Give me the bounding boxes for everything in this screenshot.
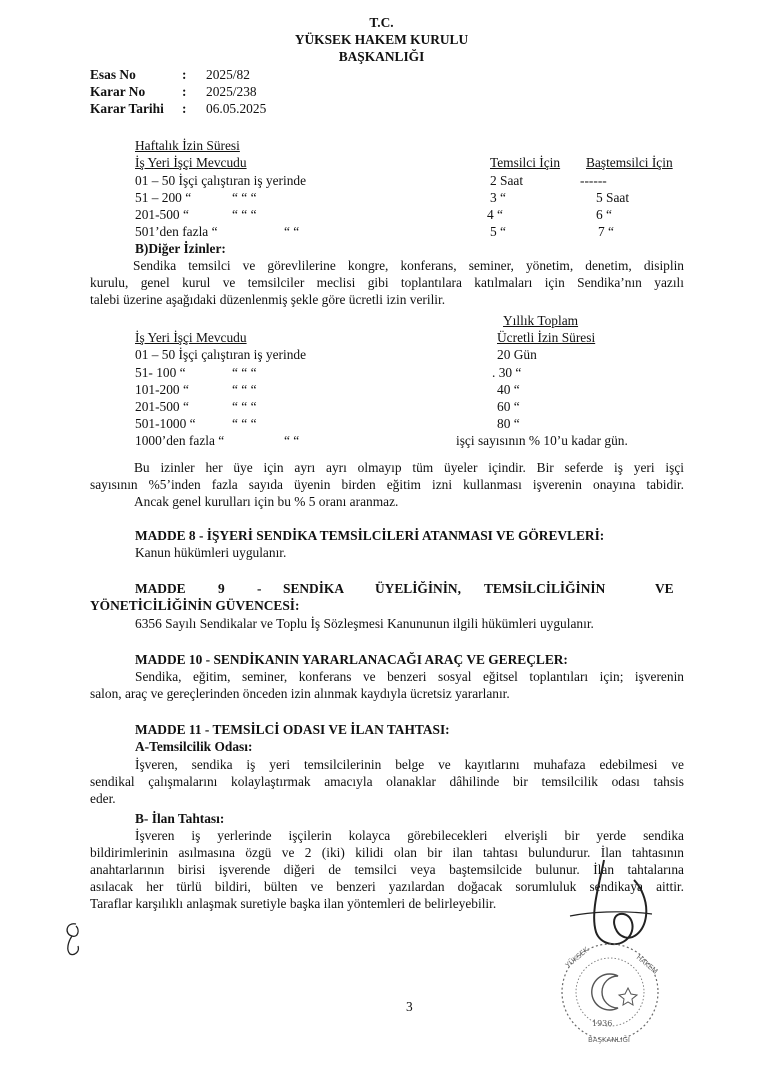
paragraph-line: Sendika temsilci ve görevlilerine kongre, konferans, seminer, yönetim, denetim, disiplin [133, 258, 684, 273]
meta-sep: : [182, 101, 187, 116]
annual-row-marks: “ “ “ [232, 416, 257, 431]
meta-value: 06.05.2025 [206, 101, 267, 116]
weekly-row-temsilci: 3 “ [490, 190, 506, 205]
other-note [90, 459, 684, 510]
paragraph-line: sayısının %5’inden fazla sayıda üyenin birden eğitim izni kullanması işverenin onayına tabidir. [90, 477, 684, 492]
weekly-row-bas: ------ [580, 173, 607, 188]
weekly-col2-header: Temsilci İçin [490, 155, 561, 170]
annual-row-label: 01 – 50 İşçi çalıştıran iş yerinde [135, 347, 307, 362]
annual-row-marks: “ “ “ [232, 365, 257, 380]
paragraph-line: asılacak her türlü bildiri, bülten ve benzeri yazılardan doğacak sorumluluk sendikaya aittir. [90, 879, 684, 894]
madde10-title: MADDE 10 - SENDİKANIN YARARLANACAĞI ARAÇ VE GEREÇLER: [135, 652, 568, 667]
weekly-row-temsilci: 2 Saat [490, 173, 524, 188]
meta-label: Karar Tarihi [90, 101, 164, 116]
svg-text:1936: 1936 [592, 1019, 613, 1028]
annual-row-marks: “ “ [284, 433, 300, 448]
other-paragraph [90, 257, 684, 308]
annual-row-label: 51- 100 “ [135, 365, 186, 380]
paragraph-line: Bu izinler her üye için ayrı ayrı olmayıp tüm üyeler içindir. Bir seferde iş yeri işçi [134, 460, 684, 475]
madde9-word: - [257, 581, 262, 596]
weekly-title: Haftalık İzin Süresi [135, 138, 240, 153]
paragraph-line: salon, araç ve gereçlerinden önceden izin alınmak kaydıyla ücretsiz yararlanır. [90, 686, 510, 701]
paragraph-line: sendikal çalışmalarını kolaylaştırmak amacıyla olanaklar dâhilinde bir temsilcilik odası tahsis [90, 774, 684, 789]
paragraph-line: İşveren iş yerlerinde işçilerin kolayca görebilecekleri elverişli bir yerde sendika [135, 828, 684, 843]
svg-text:HAKEM: HAKEM [634, 953, 660, 976]
paragraph-line: eder. [90, 791, 116, 806]
annual-row-marks: “ “ “ [232, 399, 257, 414]
weekly-row-temsilci: 5 “ [490, 224, 506, 239]
weekly-row-bas: 6 “ [596, 207, 612, 222]
meta-label: Karar No [90, 84, 146, 99]
madde9-title-line2: YÖNETİCİLİĞİNİN GÜVENCESİ: [90, 598, 300, 613]
meta-value: 2025/238 [206, 84, 257, 99]
paragraph-line: talebi üzerine aşağıdaki düzenlenmiş şekle göre ücretli izin verilir. [90, 292, 446, 307]
other-title: B)Diğer İzinler: [135, 241, 226, 256]
meta-sep: : [182, 84, 187, 99]
svg-text:YÜKSEK: YÜKSEK [564, 945, 591, 970]
madde8-body: Kanun hükümleri uygulanır. [135, 545, 287, 560]
weekly-col3-header: Baştemsilci İçin [586, 155, 673, 170]
annual-row-marks: “ “ “ [232, 382, 257, 397]
paragraph-line: anahtarlarının birisi işverende diğeri de temsilci veya baştemsilcide bulunur. İlan tahtalarına [90, 862, 684, 877]
annual-row-value: işçi sayısının % 10’u kadar gün. [456, 433, 628, 448]
annual-row-label: 501-1000 “ [135, 416, 196, 431]
weekly-row-bas: 5 Saat [596, 190, 630, 205]
madde9-word: ÜYELİĞİNİN, [375, 581, 461, 596]
weekly-row-label: 01 – 50 İşçi çalıştıran iş yerinde [135, 173, 307, 188]
madde9-word: VE [655, 581, 674, 596]
weekly-row-marks: “ “ [284, 224, 300, 239]
paragraph-line: kurulu, genel kurul ve temsilciler meclisi gibi toplantılara katılmaları için Sendika’nın yazılı [90, 275, 684, 290]
official-seal [548, 938, 678, 1050]
madde9-title-line1 [0, 580, 763, 597]
meta-label: Esas No [90, 67, 136, 82]
meta-sep: : [182, 67, 187, 82]
paragraph-line: bildirimlerinin asılmasına özgü ve 2 (iki) kilidi olan bir ilan tahtası bulundurur. İlan tahtasının [90, 845, 684, 860]
weekly-row-label: 201-500 “ [135, 207, 189, 222]
madde9-word: MADDE [135, 581, 186, 596]
weekly-row-label: 501’den fazla “ [135, 224, 218, 239]
madde9-body: 6356 Sayılı Sendikalar ve Toplu İş Sözleşmesi Kanununun ilgili hükümleri uygulanır. [135, 616, 594, 631]
annual-col1-header: İş Yeri İşçi Mevcudu [135, 330, 247, 345]
paragraph-line: Taraflar karşılıklı anlaşmak suretiyle başka ilan yöntemleri de belirleyebilir. [90, 896, 497, 911]
weekly-row-bas: 7 “ [598, 224, 614, 239]
page-number: 3 [406, 999, 413, 1014]
madde11-title: MADDE 11 - TEMSİLCİ ODASI VE İLAN TAHTASI: [135, 722, 450, 737]
weekly-row-marks: “ “ “ [232, 207, 257, 222]
weekly-row-marks: “ “ “ [232, 190, 257, 205]
annual-header-top: Yıllık Toplam [503, 313, 579, 328]
annual-row-value: 20 Gün [497, 347, 537, 362]
annual-row-value: 40 “ [497, 382, 520, 397]
header-tc: T.C. [369, 15, 394, 30]
header-institution: YÜKSEK HAKEM KURULU [294, 32, 469, 47]
madde11-a-title: A-Temsilcilik Odası: [135, 739, 253, 754]
weekly-row-temsilci: 4 “ [487, 207, 503, 222]
weekly-col1-header: İş Yeri İşçi Mevcudu [135, 155, 247, 170]
weekly-row-label: 51 – 200 “ [135, 190, 192, 205]
madde9-word: TEMSİLCİLİĞİNİN [484, 581, 606, 596]
header-presidency: BAŞKANLIĞI [338, 49, 425, 64]
paragraph-line: Sendika, eğitim, seminer, konferans ve benzeri sosyal eğitsel toplantıları için; işverenin [135, 669, 684, 684]
paragraph-line: İşveren, sendika iş yeri temsilcilerinin belge ve kayıtlarını muhafaza edebilmesi ve [135, 757, 684, 772]
annual-row-value: 80 “ [497, 416, 520, 431]
madde11-b-title: B- İlan Tahtası: [135, 811, 225, 826]
svg-text:BAŞKANLIĞI: BAŞKANLIĞI [588, 1036, 630, 1044]
annual-header-bottom: Ücretli İzin Süresi [497, 330, 596, 345]
madde11-a-body [90, 756, 684, 807]
annual-row-label: 201-500 “ [135, 399, 189, 414]
annual-row-value: . 30 “ [492, 365, 522, 380]
madde8-title: MADDE 8 - İŞYERİ SENDİKA TEMSİLCİLERİ ATANMASI VE GÖREVLERİ: [135, 528, 605, 543]
madde9-word: SENDİKA [283, 581, 345, 596]
madde9-word: 9 [218, 581, 225, 596]
annual-row-label: 101-200 “ [135, 382, 189, 397]
handwritten-initial [58, 918, 90, 958]
meta-value: 2025/82 [206, 67, 250, 82]
annual-row-label: 1000’den fazla “ [135, 433, 225, 448]
annual-row-value: 60 “ [497, 399, 520, 414]
madde10-body [90, 668, 684, 702]
paragraph-line: Ancak genel kurulları için bu % 5 oranı aranmaz. [134, 494, 399, 509]
